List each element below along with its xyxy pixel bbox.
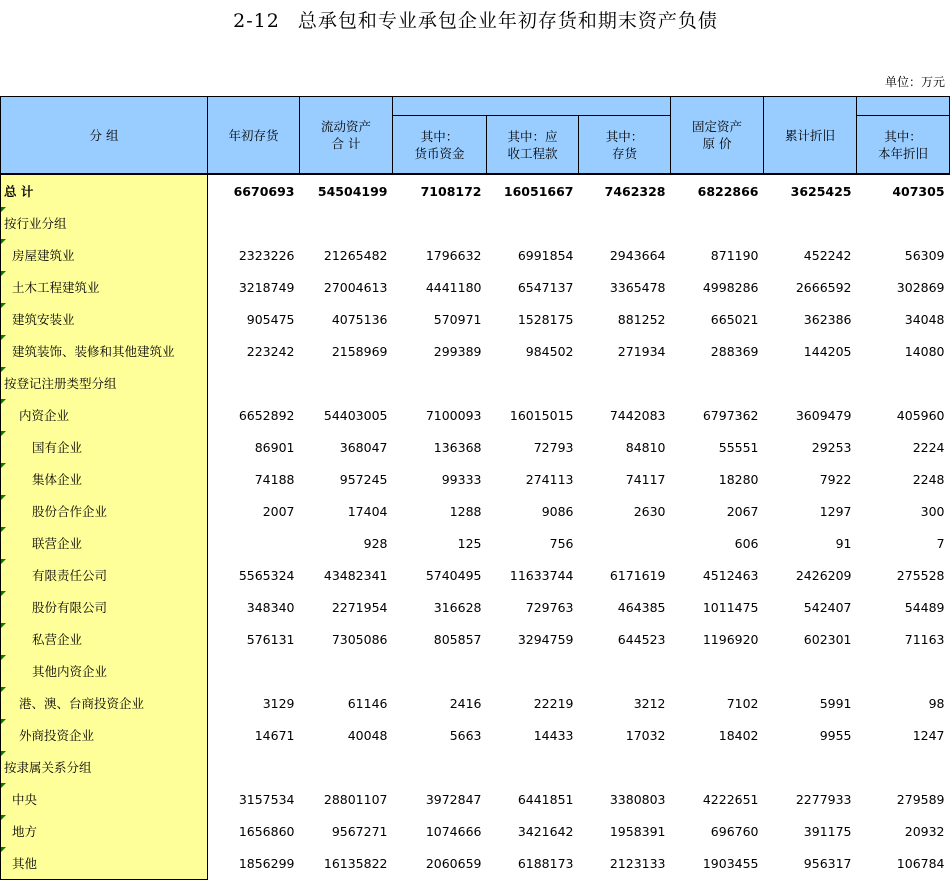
value-cell: 3212: [633, 695, 666, 711]
cell-marker-icon: [1, 303, 6, 308]
value-cell: 984502: [525, 343, 574, 359]
cell-marker-icon: [1, 623, 6, 628]
table-row: [1, 207, 950, 239]
value-cell: [857, 207, 950, 239]
cell-marker-icon: [1, 367, 6, 372]
value-cell: 271934: [617, 343, 666, 359]
value-cell: 602301: [803, 631, 852, 647]
value-cell: 3294759: [517, 631, 574, 647]
value-cell: 2123133: [609, 855, 666, 871]
value-cell: 7442083: [609, 407, 666, 423]
cell-marker-icon: [1, 815, 6, 820]
row-label: [1, 719, 208, 751]
value-cell: 570971: [433, 311, 482, 327]
value-cell: 957245: [339, 471, 388, 487]
value-cell: [579, 655, 671, 687]
value-cell: 14080: [904, 343, 945, 359]
value-cell: 17404: [347, 503, 388, 519]
row-label: [1, 623, 208, 655]
row-label-text: 外商投资企业: [19, 728, 95, 743]
row-label-text: 房屋建筑业: [12, 248, 75, 263]
value-cell: 74117: [625, 471, 666, 487]
value-cell: [671, 207, 764, 239]
value-cell: [579, 751, 671, 783]
row-label: [1, 271, 208, 303]
value-cell: 1074666: [425, 823, 482, 839]
row-label-text: 土木工程建筑业: [12, 280, 100, 295]
value-cell: 1856299: [238, 855, 295, 871]
value-cell: 2060659: [425, 855, 482, 871]
row-label: [1, 463, 208, 495]
row-label-text: 按登记注册类型分组: [4, 376, 117, 391]
row-label: [1, 847, 208, 880]
cell-marker-icon: [1, 719, 6, 724]
table-row: [1, 719, 950, 751]
row-label-text: 有限责任公司: [32, 568, 108, 583]
value-cell: 542407: [803, 599, 852, 615]
value-cell: 16051667: [487, 174, 579, 207]
value-cell: 881252: [617, 311, 666, 327]
row-label-text: 地方: [12, 824, 38, 839]
value-cell: 2630: [633, 503, 666, 519]
value-cell: [857, 367, 950, 399]
value-cell: 2067: [726, 503, 759, 519]
cell-marker-icon: [1, 239, 6, 244]
value-cell: 805857: [433, 631, 482, 647]
row-label-text: 中央: [12, 792, 38, 807]
value-cell: [208, 527, 300, 559]
value-cell: 18280: [718, 471, 759, 487]
row-label: [1, 239, 208, 271]
row-label-text: 内资企业: [19, 408, 70, 423]
table-row: [1, 527, 950, 559]
value-cell: 3365478: [609, 279, 666, 295]
value-cell: 136368: [433, 439, 482, 455]
value-cell: [300, 655, 393, 687]
table-row: [1, 751, 950, 783]
value-cell: 61146: [347, 695, 388, 711]
header-current-assets: 流动资产 合 计: [300, 97, 393, 175]
row-label-text: 港、澳、台商投资企业: [19, 696, 145, 711]
value-cell: 99333: [441, 471, 482, 487]
value-cell: [671, 655, 764, 687]
table-row: [1, 367, 950, 399]
value-cell: 98: [928, 695, 945, 711]
header-receivable: 其中：应 收工程款: [487, 116, 579, 175]
value-cell: [208, 207, 300, 239]
value-cell: 7102: [726, 695, 759, 711]
header-depreciation-this-year: 其中： 本年折旧: [857, 116, 950, 175]
value-cell: [300, 207, 393, 239]
value-cell: 2943664: [609, 247, 666, 263]
row-label: [1, 335, 208, 367]
value-cell: [579, 367, 671, 399]
value-cell: [579, 207, 671, 239]
value-cell: 56309: [904, 247, 945, 263]
table-row: [1, 655, 950, 687]
row-label-text: 股份有限公司: [32, 600, 108, 615]
row-label: [1, 527, 208, 559]
cell-marker-icon: [1, 687, 6, 692]
value-cell: 144205: [803, 343, 852, 359]
value-cell: 275528: [896, 567, 945, 583]
value-cell: 54403005: [323, 407, 388, 423]
value-cell: 29253: [811, 439, 852, 455]
value-cell: [208, 367, 300, 399]
value-cell: 665021: [710, 311, 759, 327]
value-cell: 2416: [449, 695, 482, 711]
value-cell: 5740495: [425, 567, 482, 583]
value-cell: 4075136: [331, 311, 388, 327]
value-cell: 5991: [819, 695, 852, 711]
value-cell: 28801107: [323, 791, 388, 807]
table-number: 2-12: [233, 10, 280, 32]
cell-marker-icon: [1, 847, 6, 852]
cell-marker-icon: [1, 399, 6, 404]
value-cell: [487, 655, 579, 687]
value-cell: 54504199: [300, 174, 393, 207]
value-cell: 1011475: [702, 599, 759, 615]
value-cell: 391175: [803, 823, 852, 839]
cell-marker-icon: [1, 751, 6, 756]
table-row: [1, 174, 950, 207]
value-cell: 1796632: [425, 247, 482, 263]
value-cell: 3157534: [238, 791, 295, 807]
value-cell: 576131: [246, 631, 295, 647]
table-row: [1, 399, 950, 431]
cell-marker-icon: [1, 591, 6, 596]
value-cell: 72793: [533, 439, 574, 455]
value-cell: 362386: [803, 311, 852, 327]
value-cell: 6188173: [517, 855, 574, 871]
value-cell: 2224: [912, 439, 945, 455]
value-cell: 2323226: [238, 247, 295, 263]
value-cell: 696760: [710, 823, 759, 839]
row-label-text: 联营企业: [32, 536, 83, 551]
value-cell: [487, 367, 579, 399]
value-cell: 4441180: [425, 279, 482, 295]
value-cell: 16015015: [509, 407, 574, 423]
row-label: [1, 559, 208, 591]
value-cell: 16135822: [323, 855, 388, 871]
value-cell: 2666592: [795, 279, 852, 295]
row-label-text: 集体企业: [32, 472, 83, 487]
value-cell: 14671: [254, 727, 295, 743]
row-label: [1, 174, 208, 207]
table-row: [1, 559, 950, 591]
header-inventory: 其中： 存货: [579, 116, 671, 175]
value-cell: 7922: [819, 471, 852, 487]
cell-marker-icon: [1, 335, 6, 340]
value-cell: [764, 751, 857, 783]
row-label-text: 其他: [12, 856, 38, 871]
value-cell: 5565324: [238, 567, 295, 583]
value-cell: [208, 751, 300, 783]
value-cell: 956317: [803, 855, 852, 871]
header-fixed-assets: 固定资产 原 价: [671, 97, 764, 175]
value-cell: 9086: [541, 503, 574, 519]
value-cell: 11633744: [509, 567, 574, 583]
table-row: [1, 847, 950, 880]
value-cell: 405960: [896, 407, 945, 423]
header-subgroup-spacer: [857, 97, 950, 116]
cell-marker-icon: [1, 527, 6, 532]
value-cell: 7108172: [393, 174, 487, 207]
value-cell: 6652892: [238, 407, 295, 423]
value-cell: 1958391: [609, 823, 666, 839]
value-cell: 2158969: [331, 343, 388, 359]
header-group: 分 组: [1, 97, 208, 175]
value-cell: 3609479: [795, 407, 852, 423]
table-row: [1, 687, 950, 719]
value-cell: 27004613: [323, 279, 388, 295]
value-cell: 729763: [525, 599, 574, 615]
value-cell: 40048: [347, 727, 388, 743]
table-row: [1, 463, 950, 495]
value-cell: 7100093: [425, 407, 482, 423]
value-cell: 300: [920, 503, 945, 519]
row-label: [1, 207, 208, 239]
row-label-text: 私营企业: [32, 632, 83, 647]
table-row: [1, 335, 950, 367]
row-label: [1, 367, 208, 399]
row-label: [1, 751, 208, 783]
value-cell: 18402: [718, 727, 759, 743]
value-cell: 91: [835, 535, 852, 551]
table-row: [1, 271, 950, 303]
value-cell: 905475: [246, 311, 295, 327]
value-cell: [764, 655, 857, 687]
value-cell: 9567271: [331, 823, 388, 839]
value-cell: 6547137: [517, 279, 574, 295]
value-cell: [857, 751, 950, 783]
row-label-text: 按行业分组: [4, 216, 67, 231]
table-row: [1, 495, 950, 527]
table-row: [1, 591, 950, 623]
value-cell: 6171619: [609, 567, 666, 583]
value-cell: 1247: [912, 727, 945, 743]
value-cell: 71163: [904, 631, 945, 647]
row-label: [1, 303, 208, 335]
table-row: [1, 783, 950, 815]
value-cell: [300, 751, 393, 783]
value-cell: 3218749: [238, 279, 295, 295]
value-cell: [393, 207, 487, 239]
value-cell: 316628: [433, 599, 482, 615]
value-cell: 106784: [896, 855, 945, 871]
row-label-text: 股份合作企业: [32, 504, 108, 519]
table-row: [1, 623, 950, 655]
value-cell: 6822866: [671, 174, 764, 207]
value-cell: [857, 655, 950, 687]
row-label: [1, 815, 208, 847]
value-cell: 299389: [433, 343, 482, 359]
value-cell: 55551: [718, 439, 759, 455]
header-currency-funds: 其中： 货币资金: [393, 116, 487, 175]
value-cell: 1656860: [238, 823, 295, 839]
value-cell: [393, 367, 487, 399]
value-cell: 17032: [625, 727, 666, 743]
value-cell: 74188: [254, 471, 295, 487]
value-cell: 2007: [262, 503, 295, 519]
value-cell: 1297: [819, 503, 852, 519]
row-label-text: 其他内资企业: [32, 664, 108, 679]
value-cell: 452242: [803, 247, 852, 263]
value-cell: 4222651: [702, 791, 759, 807]
value-cell: [671, 751, 764, 783]
table-title: 总承包和专业承包企业年初存货和期末资产负债: [297, 10, 718, 32]
value-cell: 3380803: [609, 791, 666, 807]
value-cell: 54489: [904, 599, 945, 615]
value-cell: 288369: [710, 343, 759, 359]
table-row: [1, 431, 950, 463]
value-cell: 223242: [246, 343, 295, 359]
value-cell: 9955: [819, 727, 852, 743]
value-cell: [764, 367, 857, 399]
value-cell: 464385: [617, 599, 666, 615]
value-cell: 1196920: [702, 631, 759, 647]
value-cell: 3421642: [517, 823, 574, 839]
value-cell: 34048: [904, 311, 945, 327]
cell-marker-icon: [1, 271, 6, 276]
row-label: [1, 783, 208, 815]
value-cell: 5663: [449, 727, 482, 743]
value-cell: 2271954: [331, 599, 388, 615]
row-label: [1, 687, 208, 719]
table-row: [1, 303, 950, 335]
header-depreciation: 累计折旧: [764, 97, 857, 175]
cell-marker-icon: [1, 655, 6, 660]
value-cell: 302869: [896, 279, 945, 295]
value-cell: 4512463: [702, 567, 759, 583]
value-cell: 871190: [710, 247, 759, 263]
value-cell: 4998286: [702, 279, 759, 295]
row-label-text: 建筑装饰、装修和其他建筑业: [12, 344, 175, 359]
row-label-text: 建筑安装业: [12, 312, 75, 327]
value-cell: [393, 751, 487, 783]
value-cell: 756: [549, 535, 574, 551]
cell-marker-icon: [1, 431, 6, 436]
value-cell: [393, 655, 487, 687]
value-cell: 1288: [449, 503, 482, 519]
header-inventory-begin: 年初存货: [208, 97, 300, 175]
value-cell: 3129: [262, 695, 295, 711]
row-label: [1, 495, 208, 527]
value-cell: 6797362: [702, 407, 759, 423]
row-label: [1, 591, 208, 623]
value-cell: 20932: [904, 823, 945, 839]
value-cell: 2426209: [795, 567, 852, 583]
page-title: [0, 6, 951, 33]
value-cell: 2248: [912, 471, 945, 487]
value-cell: 928: [363, 535, 388, 551]
value-cell: [300, 367, 393, 399]
value-cell: 606: [734, 535, 759, 551]
value-cell: [671, 367, 764, 399]
value-cell: 84810: [625, 439, 666, 455]
value-cell: 21265482: [323, 247, 388, 263]
table-row: [1, 239, 950, 271]
header-subgroup-spacer: [393, 97, 671, 116]
value-cell: [764, 207, 857, 239]
value-cell: 7305086: [331, 631, 388, 647]
row-label-text: 国有企业: [32, 440, 83, 455]
value-cell: 279589: [896, 791, 945, 807]
value-cell: 644523: [617, 631, 666, 647]
value-cell: 86901: [254, 439, 295, 455]
row-label: [1, 431, 208, 463]
value-cell: 368047: [339, 439, 388, 455]
value-cell: 6441851: [517, 791, 574, 807]
value-cell: 43482341: [323, 567, 388, 583]
value-cell: 348340: [246, 599, 295, 615]
row-label: [1, 399, 208, 431]
cell-marker-icon: [1, 463, 6, 468]
value-cell: [208, 655, 300, 687]
value-cell: 125: [457, 535, 482, 551]
value-cell: 14433: [533, 727, 574, 743]
cell-marker-icon: [1, 559, 6, 564]
row-label-text: 按隶属关系分组: [4, 760, 92, 775]
value-cell: [487, 751, 579, 783]
value-cell: 6991854: [517, 247, 574, 263]
unit-label: 单位：万元: [884, 75, 945, 89]
value-cell: 1528175: [517, 311, 574, 327]
value-cell: 274113: [525, 471, 574, 487]
value-cell: 7: [936, 535, 945, 551]
value-cell: 1903455: [702, 855, 759, 871]
value-cell: 3972847: [425, 791, 482, 807]
value-cell: 2277933: [795, 791, 852, 807]
value-cell: 7462328: [579, 174, 671, 207]
value-cell: 6670693: [208, 174, 300, 207]
value-cell: 3625425: [764, 174, 857, 207]
table-row: [1, 815, 950, 847]
value-cell: 407305: [857, 174, 950, 207]
data-table: [0, 96, 950, 880]
cell-marker-icon: [1, 495, 6, 500]
row-label: [1, 655, 208, 687]
value-cell: 22219: [533, 695, 574, 711]
cell-marker-icon: [1, 207, 6, 212]
row-label-text: 总 计: [4, 184, 34, 199]
value-cell: [487, 207, 579, 239]
value-cell: [579, 527, 671, 559]
cell-marker-icon: [1, 783, 6, 788]
